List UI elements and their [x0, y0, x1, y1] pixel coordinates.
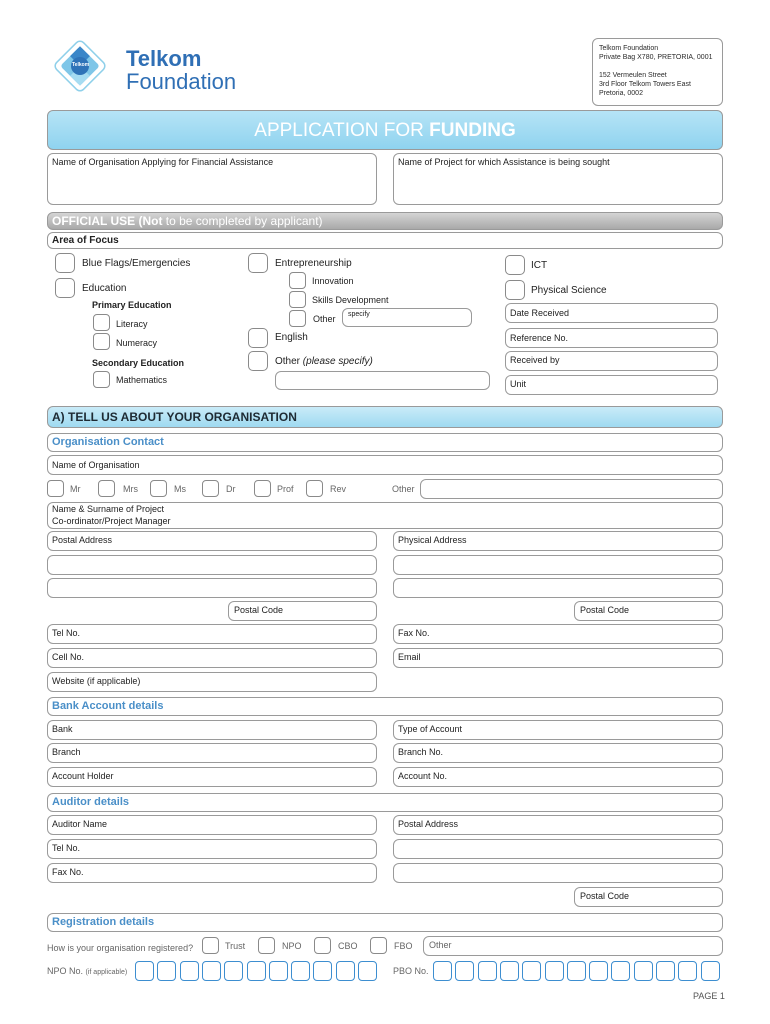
area-of-focus-label: Area of Focus [52, 235, 119, 246]
official-title-part: to be completed by applicant) [162, 214, 323, 228]
skills-development-checkbox[interactable] [289, 291, 306, 308]
branch-field[interactable] [47, 743, 377, 763]
name-of-org-label: Name of Organisation [52, 460, 140, 470]
skills-development-label: Skills Development [312, 295, 389, 305]
auditor-fax-label: Fax No. [52, 867, 84, 877]
npo-number-boxes[interactable] [135, 961, 380, 983]
address-line: Pretoria, 0002 [599, 90, 643, 97]
numeracy-checkbox[interactable] [93, 333, 110, 350]
salutation-mr-checkbox[interactable] [47, 480, 64, 497]
digit-box[interactable] [291, 961, 310, 981]
reference-no-label: Reference No. [510, 333, 569, 343]
digit-box[interactable] [656, 961, 675, 981]
address-box [592, 38, 723, 106]
account-holder-label: Account Holder [52, 771, 114, 781]
digit-box[interactable] [336, 961, 355, 981]
specify-hint: specify [348, 311, 370, 318]
digit-box[interactable] [701, 961, 720, 981]
auditor-postal-code-label: Postal Code [580, 891, 630, 901]
page-title-bold: FUNDING [429, 120, 516, 141]
other-please-checkbox[interactable] [248, 351, 268, 371]
digit-box[interactable] [478, 961, 497, 981]
area-of-focus-bar [47, 232, 723, 249]
received-by-label: Received by [510, 355, 560, 365]
digit-box[interactable] [247, 961, 266, 981]
digit-box[interactable] [567, 961, 586, 981]
title-band [47, 110, 723, 150]
ict-checkbox[interactable] [505, 255, 525, 275]
salutation-dr-checkbox[interactable] [202, 480, 219, 497]
unit-field[interactable] [505, 375, 718, 395]
digit-box[interactable] [202, 961, 221, 981]
fax-no-field[interactable] [393, 624, 723, 644]
name-of-org-field[interactable] [47, 455, 723, 475]
salutation-mrs-checkbox[interactable] [98, 480, 115, 497]
digit-box[interactable] [611, 961, 630, 981]
address-line: 3rd Floor Telkom Towers East [599, 81, 691, 88]
account-no-label: Account No. [398, 771, 448, 781]
other-please-field[interactable] [275, 371, 490, 390]
logo-telkom-text: Telkom [126, 46, 202, 71]
bank-label: Bank [52, 724, 73, 734]
fax-no-label: Fax No. [398, 628, 430, 638]
official-title-part: OFFICIAL USE ( [52, 214, 143, 228]
auditor-postal-address-label: Postal Address [398, 819, 459, 829]
digit-box[interactable] [455, 961, 474, 981]
fbo-checkbox[interactable] [370, 937, 387, 954]
registration-details-title: Registration details [52, 916, 155, 928]
digit-box[interactable] [545, 961, 564, 981]
literacy-label: Literacy [116, 319, 148, 329]
address-line: Private Bag X780, PRETORIA, 0001 [599, 54, 713, 61]
salutation-rev-checkbox[interactable] [306, 480, 323, 497]
auditor-address-line3[interactable] [393, 863, 723, 883]
numeracy-label: Numeracy [116, 338, 158, 348]
branch-label: Branch [52, 747, 81, 757]
official-use-title [52, 214, 323, 228]
cell-no-label: Cell No. [52, 652, 85, 662]
date-received-label: Date Received [510, 308, 570, 318]
other-focus-label: Other [313, 314, 336, 324]
physical-address-line3[interactable] [393, 578, 723, 598]
english-checkbox[interactable] [248, 328, 268, 348]
salutation-mrs-label: Mrs [123, 484, 138, 494]
digit-box[interactable] [678, 961, 697, 981]
other-please-text: Other [275, 356, 301, 367]
address-line [599, 62, 716, 71]
please-specify-text: (please specify) [302, 356, 373, 367]
cell-no-field[interactable] [47, 648, 377, 668]
npo-no-label [47, 966, 127, 976]
physical-address-line2[interactable] [393, 555, 723, 575]
digit-box[interactable] [135, 961, 154, 981]
digit-box[interactable] [224, 961, 243, 981]
address-line: Telkom Foundation [599, 45, 659, 52]
innovation-checkbox[interactable] [289, 272, 306, 289]
pbo-number-boxes[interactable] [433, 961, 723, 983]
salutation-other-field[interactable] [420, 479, 723, 499]
digit-box[interactable] [157, 961, 176, 981]
other-please-label [275, 356, 373, 367]
postal-address-line3[interactable] [47, 578, 377, 598]
tel-no-field[interactable] [47, 624, 377, 644]
entrepreneurship-checkbox[interactable] [248, 253, 268, 273]
bank-details-title: Bank Account details [52, 700, 164, 712]
mathematics-checkbox[interactable] [93, 371, 110, 388]
innovation-label: Innovation [312, 276, 354, 286]
address-line: 152 Vermeulen Street [599, 72, 667, 79]
cbo-checkbox[interactable] [314, 937, 331, 954]
npo-no-text: NPO No. [47, 966, 84, 976]
other-focus-checkbox[interactable] [289, 310, 306, 327]
fbo-label: FBO [394, 941, 413, 951]
salutation-mr-label: Mr [70, 484, 81, 494]
physical-address-label: Physical Address [398, 535, 467, 545]
salutation-ms-checkbox[interactable] [150, 480, 167, 497]
auditor-tel-label: Tel No. [52, 843, 81, 853]
auditor-address-line2[interactable] [393, 839, 723, 859]
auditor-name-label: Auditor Name [52, 819, 108, 829]
salutation-dr-label: Dr [226, 484, 236, 494]
english-label: English [275, 332, 308, 343]
mathematics-label: Mathematics [116, 375, 168, 385]
page-title [48, 120, 722, 142]
logo-foundation-text: Foundation [126, 69, 237, 94]
postal-address-line2[interactable] [47, 555, 377, 575]
blue-flags-label: Blue Flags/Emergencies [82, 258, 191, 269]
npo-no-note: (if applicable) [85, 969, 128, 976]
cbo-label: CBO [338, 941, 358, 951]
branch-no-label: Branch No. [398, 747, 444, 757]
email-label: Email [398, 652, 421, 662]
digit-box[interactable] [634, 961, 653, 981]
bank-field[interactable] [47, 720, 377, 740]
registration-other-label: Other [429, 940, 452, 950]
salutation-ms-label: Ms [174, 484, 186, 494]
logo [44, 36, 264, 96]
npo-option-label: NPO [282, 941, 302, 951]
digit-box[interactable] [269, 961, 288, 981]
salutation-prof-label: Prof [277, 484, 294, 494]
auditor-details-bar [47, 793, 723, 812]
registration-question: How is your organisation registered? [47, 943, 194, 953]
coordinator-label-line1: Name & Surname of Project [52, 504, 165, 514]
digit-box[interactable] [180, 961, 199, 981]
physical-science-label: Physical Science [531, 285, 607, 296]
trust-label: Trust [225, 941, 246, 951]
salutation-rev-label: Rev [330, 484, 347, 494]
pbo-no-label: PBO No. [393, 966, 429, 976]
coordinator-label-line2: Co-ordinator/Project Manager [52, 516, 171, 526]
page-title-prefix: APPLICATION FOR [254, 120, 430, 141]
registration-other-field[interactable] [423, 936, 723, 956]
physical-postal-code-label: Postal Code [580, 605, 630, 615]
digit-box[interactable] [358, 961, 377, 981]
auditor-details-title: Auditor details [52, 796, 130, 808]
trust-checkbox[interactable] [202, 937, 219, 954]
entrepreneurship-label: Entrepreneurship [275, 258, 352, 269]
ict-label: ICT [531, 260, 548, 271]
digit-box[interactable] [522, 961, 541, 981]
official-title-not: Not [142, 214, 163, 228]
literacy-checkbox[interactable] [93, 314, 110, 331]
auditor-fax-field[interactable] [47, 863, 377, 883]
blue-flags-checkbox[interactable] [55, 253, 75, 273]
unit-label: Unit [510, 379, 527, 389]
digit-box[interactable] [313, 961, 332, 981]
digit-box[interactable] [500, 961, 519, 981]
digit-box[interactable] [589, 961, 608, 981]
postal-code-label: Postal Code [234, 605, 284, 615]
digit-box[interactable] [433, 961, 452, 981]
primary-education-label: Primary Education [92, 300, 172, 310]
secondary-education-label: Secondary Education [92, 358, 185, 368]
section-a-title: A) TELL US ABOUT YOUR ORGANISATION [52, 410, 297, 424]
physical-science-checkbox[interactable] [505, 280, 525, 300]
salutation-prof-checkbox[interactable] [254, 480, 271, 497]
org-contact-title: Organisation Contact [52, 436, 164, 448]
org-applying-label: Name of Organisation Applying for Financial Assistance [52, 157, 274, 167]
npo-checkbox[interactable] [258, 937, 275, 954]
tel-no-label: Tel No. [52, 628, 81, 638]
education-checkbox[interactable] [55, 278, 75, 298]
salutation-other-label: Other [392, 484, 415, 494]
type-of-account-label: Type of Account [398, 724, 463, 734]
page-number: PAGE 1 [693, 991, 725, 1001]
project-name-label: Name of Project for which Assistance is being sought [398, 157, 610, 167]
logo-badge-text: Telkom [72, 62, 90, 68]
website-label: Website (if applicable) [52, 676, 141, 686]
email-field[interactable] [393, 648, 723, 668]
auditor-tel-field[interactable] [47, 839, 377, 859]
education-label: Education [82, 283, 127, 294]
postal-address-label: Postal Address [52, 535, 113, 545]
